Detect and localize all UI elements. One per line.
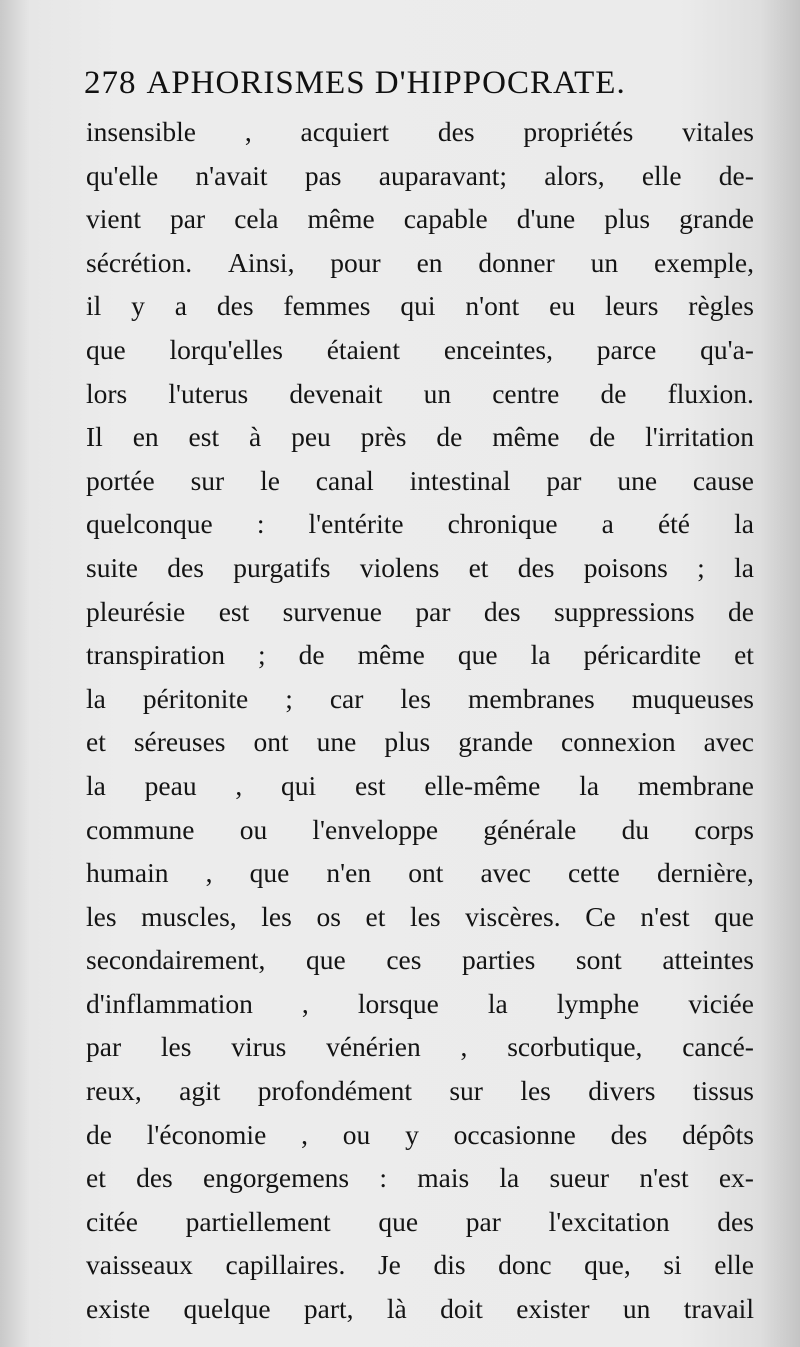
text-line: les muscles, les os et les viscères. Ce n'est que bbox=[86, 900, 754, 932]
running-title: APHORISMES D'HIPPOCRATE. bbox=[146, 65, 626, 101]
running-head bbox=[84, 58, 724, 108]
text-line: secondairement, que ces parties sont atteintes bbox=[86, 944, 754, 976]
text-line: vaisseaux capillaires. Je dis donc que, si elle bbox=[86, 1249, 754, 1281]
text-line: existe quelque part, là doit exister un travail bbox=[86, 1293, 754, 1325]
text-line: commune ou l'enveloppe générale du corps bbox=[86, 813, 754, 845]
body-text bbox=[86, 110, 754, 1331]
text-line: d'inflammation , lorsque la lymphe viciée bbox=[86, 987, 754, 1019]
text-line: et des engorgemens : mais la sueur n'est ex- bbox=[86, 1162, 754, 1194]
text-line: que lorqu'elles étaient enceintes, parce qu'a- bbox=[86, 333, 754, 365]
text-line: Il en est à peu près de même de l'irritation bbox=[86, 421, 754, 453]
text-line: il y a des femmes qui n'ont eu leurs règles bbox=[86, 290, 754, 322]
text-line: reux, agit profondément sur les divers tissus bbox=[86, 1075, 754, 1107]
text-line: la péritonite ; car les membranes muqueuses bbox=[86, 682, 754, 714]
text-line: de l'économie , ou y occasionne des dépôts bbox=[86, 1118, 754, 1150]
text-line: par les virus vénérien , scorbutique, cancé- bbox=[86, 1031, 754, 1063]
text-line: la peau , qui est elle-même la membrane bbox=[86, 769, 754, 801]
text-line: suite des purgatifs violens et des poisons ; la bbox=[86, 551, 754, 583]
text-line: insensible , acquiert des propriétés vitales bbox=[86, 116, 754, 147]
text-line: portée sur le canal intestinal par une cause bbox=[86, 464, 754, 496]
text-line: vient par cela même capable d'une plus grande bbox=[86, 203, 754, 235]
text-line: lors l'uterus devenait un centre de fluxion. bbox=[86, 377, 754, 409]
text-line: humain , que n'en ont avec cette dernière, bbox=[86, 857, 754, 889]
text-line: sécrétion. Ainsi, pour en donner un exemple, bbox=[86, 246, 754, 278]
text-line: pleurésie est survenue par des suppressions de bbox=[86, 595, 754, 627]
text-line: et séreuses ont une plus grande connexion avec bbox=[86, 726, 754, 758]
text-line: transpiration ; de même que la péricardite et bbox=[86, 639, 754, 671]
page-number: 278 bbox=[84, 65, 137, 101]
text-line: citée partiellement que par l'excitation des bbox=[86, 1205, 754, 1237]
text-line: qu'elle n'avait pas auparavant; alors, elle de- bbox=[86, 159, 754, 191]
text-line: quelconque : l'entérite chronique a été la bbox=[86, 508, 754, 540]
